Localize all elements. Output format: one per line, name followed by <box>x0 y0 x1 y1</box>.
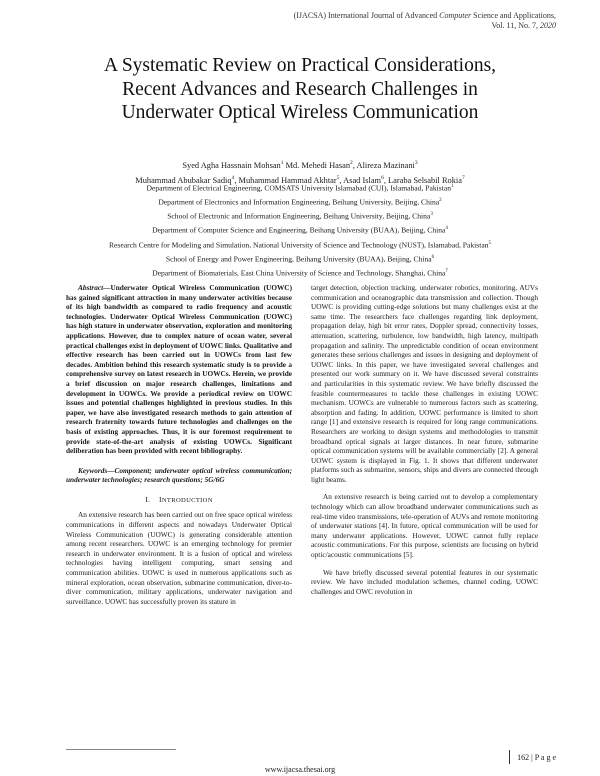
title-line-1: A Systematic Review on Practical Considerations, <box>103 55 497 76</box>
journal-volume-line: Vol. 11, No. 7, 2020 <box>491 21 556 30</box>
affiliation-item: Department of Computer Science and Engineering, Beihang University (BUAA), Beijing, China$^4$ <box>152 225 448 235</box>
author-name: Md. Mehedi Hasan <box>285 160 351 170</box>
affiliation-item: School of Electronic and Information Engineering, Beihang University, Beijing, China$^3$ <box>167 211 433 221</box>
keywords <box>66 466 292 485</box>
author-name: Laraba Selsabil Rokia <box>388 176 462 186</box>
abstract-label: Abstract <box>78 283 104 292</box>
affiliation-list <box>10 181 590 280</box>
journal-name-line: (IJACSA) International Journal of Advanced Computer Science and Applications, <box>293 11 556 20</box>
left-column <box>66 283 292 606</box>
author-name: Muhammad Abubakar Sadiq <box>135 176 232 186</box>
keywords-text: underwater optical wireless communication; underwater technologies; research questions; 5G/6G <box>66 465 292 485</box>
abstract-text: —Underwater Optical Wireless Communication (UOWC) has gained significant attraction in many underwater activities because of its high bandwidth as compared to radio frequency and acoustic technologies. Underwater Optical Wireless Communication (UOWC) has high stature in underwater observation, exploration and monitoring applications. However, due to complex nature of ocean water, several practical challenges exist in deployment of UOWC links. Qualitative and effective research has been carried out in UOWCs from last few decades. Ambition behind this research systematic study is to provide a comprehensive survey on latest research in UOWCs. Herein, we provide a brief discussion on major research challenges, limitations and development in UOWCs. We provide a periodical review on UOWC issues and potential challenges highlighted in previous studies. In this paper, we have also investigated research methods to gain attention of research fraternity towards future technologies and challenges on the basis of existing approaches. Thus, it is our foremost requirement to provide state-of-the-art analysis of existing UOWCs. Significant deliberation has been provided with recent bibliography. <box>66 283 292 456</box>
page-separator <box>509 750 510 764</box>
page-number: 162 | P a g e <box>517 753 556 762</box>
intro-paragraph: An extensive research has been carried out on free space optical wireless communications in different aspects and nowadays Underwater Optical Wireless Communication (UOWC) is generating considerable attention among recent researchers. UOWC is an emerging technology for premier research in underwater environment. It is a fusion of optical and wireless technologies having intelligent computing, smart sensing and communication abilities. UOWC is used in numerous applications such as mineral exploration, ocean observation, submarine communication, diver-to-diver communication, military applications, underwater navigation and surveillance. UOWC has successfully proven its stature in <box>66 510 292 606</box>
journal-header <box>294 11 556 31</box>
affiliation-item: Research Centre for Modeling and Simulation, National University of Science and Technology (NUST), Islamabad, Pakistan$^5$ <box>108 240 492 250</box>
section-heading-introduction: I. INTRODUCTION <box>145 494 213 504</box>
affiliation-item: Department of Biomaterials, East China University of Science and Technology, Shanghai, China$^7$ <box>152 268 448 278</box>
author-name: Muhammad Hammad Akhtar <box>238 176 337 186</box>
body-paragraph: target detection, objection tracking, underwater robotics, monitoring, AUVs communication and oceanographic data transmission and collection. Though UOWC is providing cutting-edge solutions but many challenges exist at the same time. The researchers face challenges regarding link deployment, propagation delay, high bit error rates, Doppler spread, connectivity losses, attenuation, scattering, turbulence, low bandwidth, high latency, multipath propagation and salinity. The unpredictable condition of ocean environment generates these serious challenges and issues in designing and deployment of UOWC links. In this paper, we have investigated several challenges and presented our work summary on it. We have discussed several constraints and particularities in this systematic review. We have briefly discussed the feasible countermeasures to tackle these challenges in existing UOWC mechanism. UOWCs are vulnerable to numerous factors such as scattering, absorption and fading. In addition, UOWC performance is limited to short range [1] and extensive research is required for long range communications. Researchers are working to design systems and methodologies to transmit broadband optical signals at larger distances. In near future, submarine optical communication systems will be available commercially [2]. A general UOWC system is displayed in Fig. 1. It shows that different underwater platforms such as submarine, sensors, ships and divers are connected through light beams. <box>311 283 538 484</box>
affiliation-item: School of Energy and Power Engineering, Beihang University (BUAA), Beijing, China$^6$ <box>165 254 435 264</box>
author-name: Asad Islam <box>343 176 382 186</box>
affiliation-item: Department of Electrical Engineering, COMSATS University Islamabad (CUI), Islamabad, Pakistan$^1$ <box>146 183 454 193</box>
keywords-label: Keywords—Component; <box>78 465 152 475</box>
affiliation-item: Department of Electronics and Information Engineering, Beihang University, Beijing, China$^2$ <box>158 197 442 207</box>
footer-url[interactable]: www.ijacsa.thesai.org <box>264 765 336 774</box>
body-paragraph: We have briefly discussed several potential features in our systematic review. We have included modulation schemes, channel coding, UOWC challenges and OWC revolution in <box>311 567 538 596</box>
body-paragraph: An extensive research is being carried out to develop a complementary technology which can allow broadband underwater communications such as real-time video transmissions, tele-operation of AUVs and remote monitoring of underwater stations [4]. In future, optical communication will be used for many underwater applications. However, UOWC cannot fully replace acoustic communications. For this purpose, scientists are focusing on hybrid optic/acoustic communications [5]. <box>311 492 538 560</box>
footer-rule <box>66 749 176 750</box>
title-line-3: Underwater Optical Wireless Communication <box>121 102 479 123</box>
title-line-2: Recent Advances and Research Challenges in <box>122 78 478 100</box>
right-column <box>311 283 538 596</box>
abstract <box>66 283 292 456</box>
paper-title <box>20 54 580 125</box>
author-line-2: Muhammad Abubakar Sadiq$^4$, Muhammad Hammad Akhtar$^5$, Asad Islam$^6$, Laraba Selsabil Rokia$^7$ <box>135 175 465 186</box>
author-name: Syed Agha Hassnain Mohsan <box>182 160 281 170</box>
author-line-1: Syed Agha Hassnain Mohsan$^1$ Md. Mehedi Hasan$^2$, Alireza Mazinani$^3$ <box>182 160 418 170</box>
author-name: Alireza Mazinani <box>356 160 415 170</box>
